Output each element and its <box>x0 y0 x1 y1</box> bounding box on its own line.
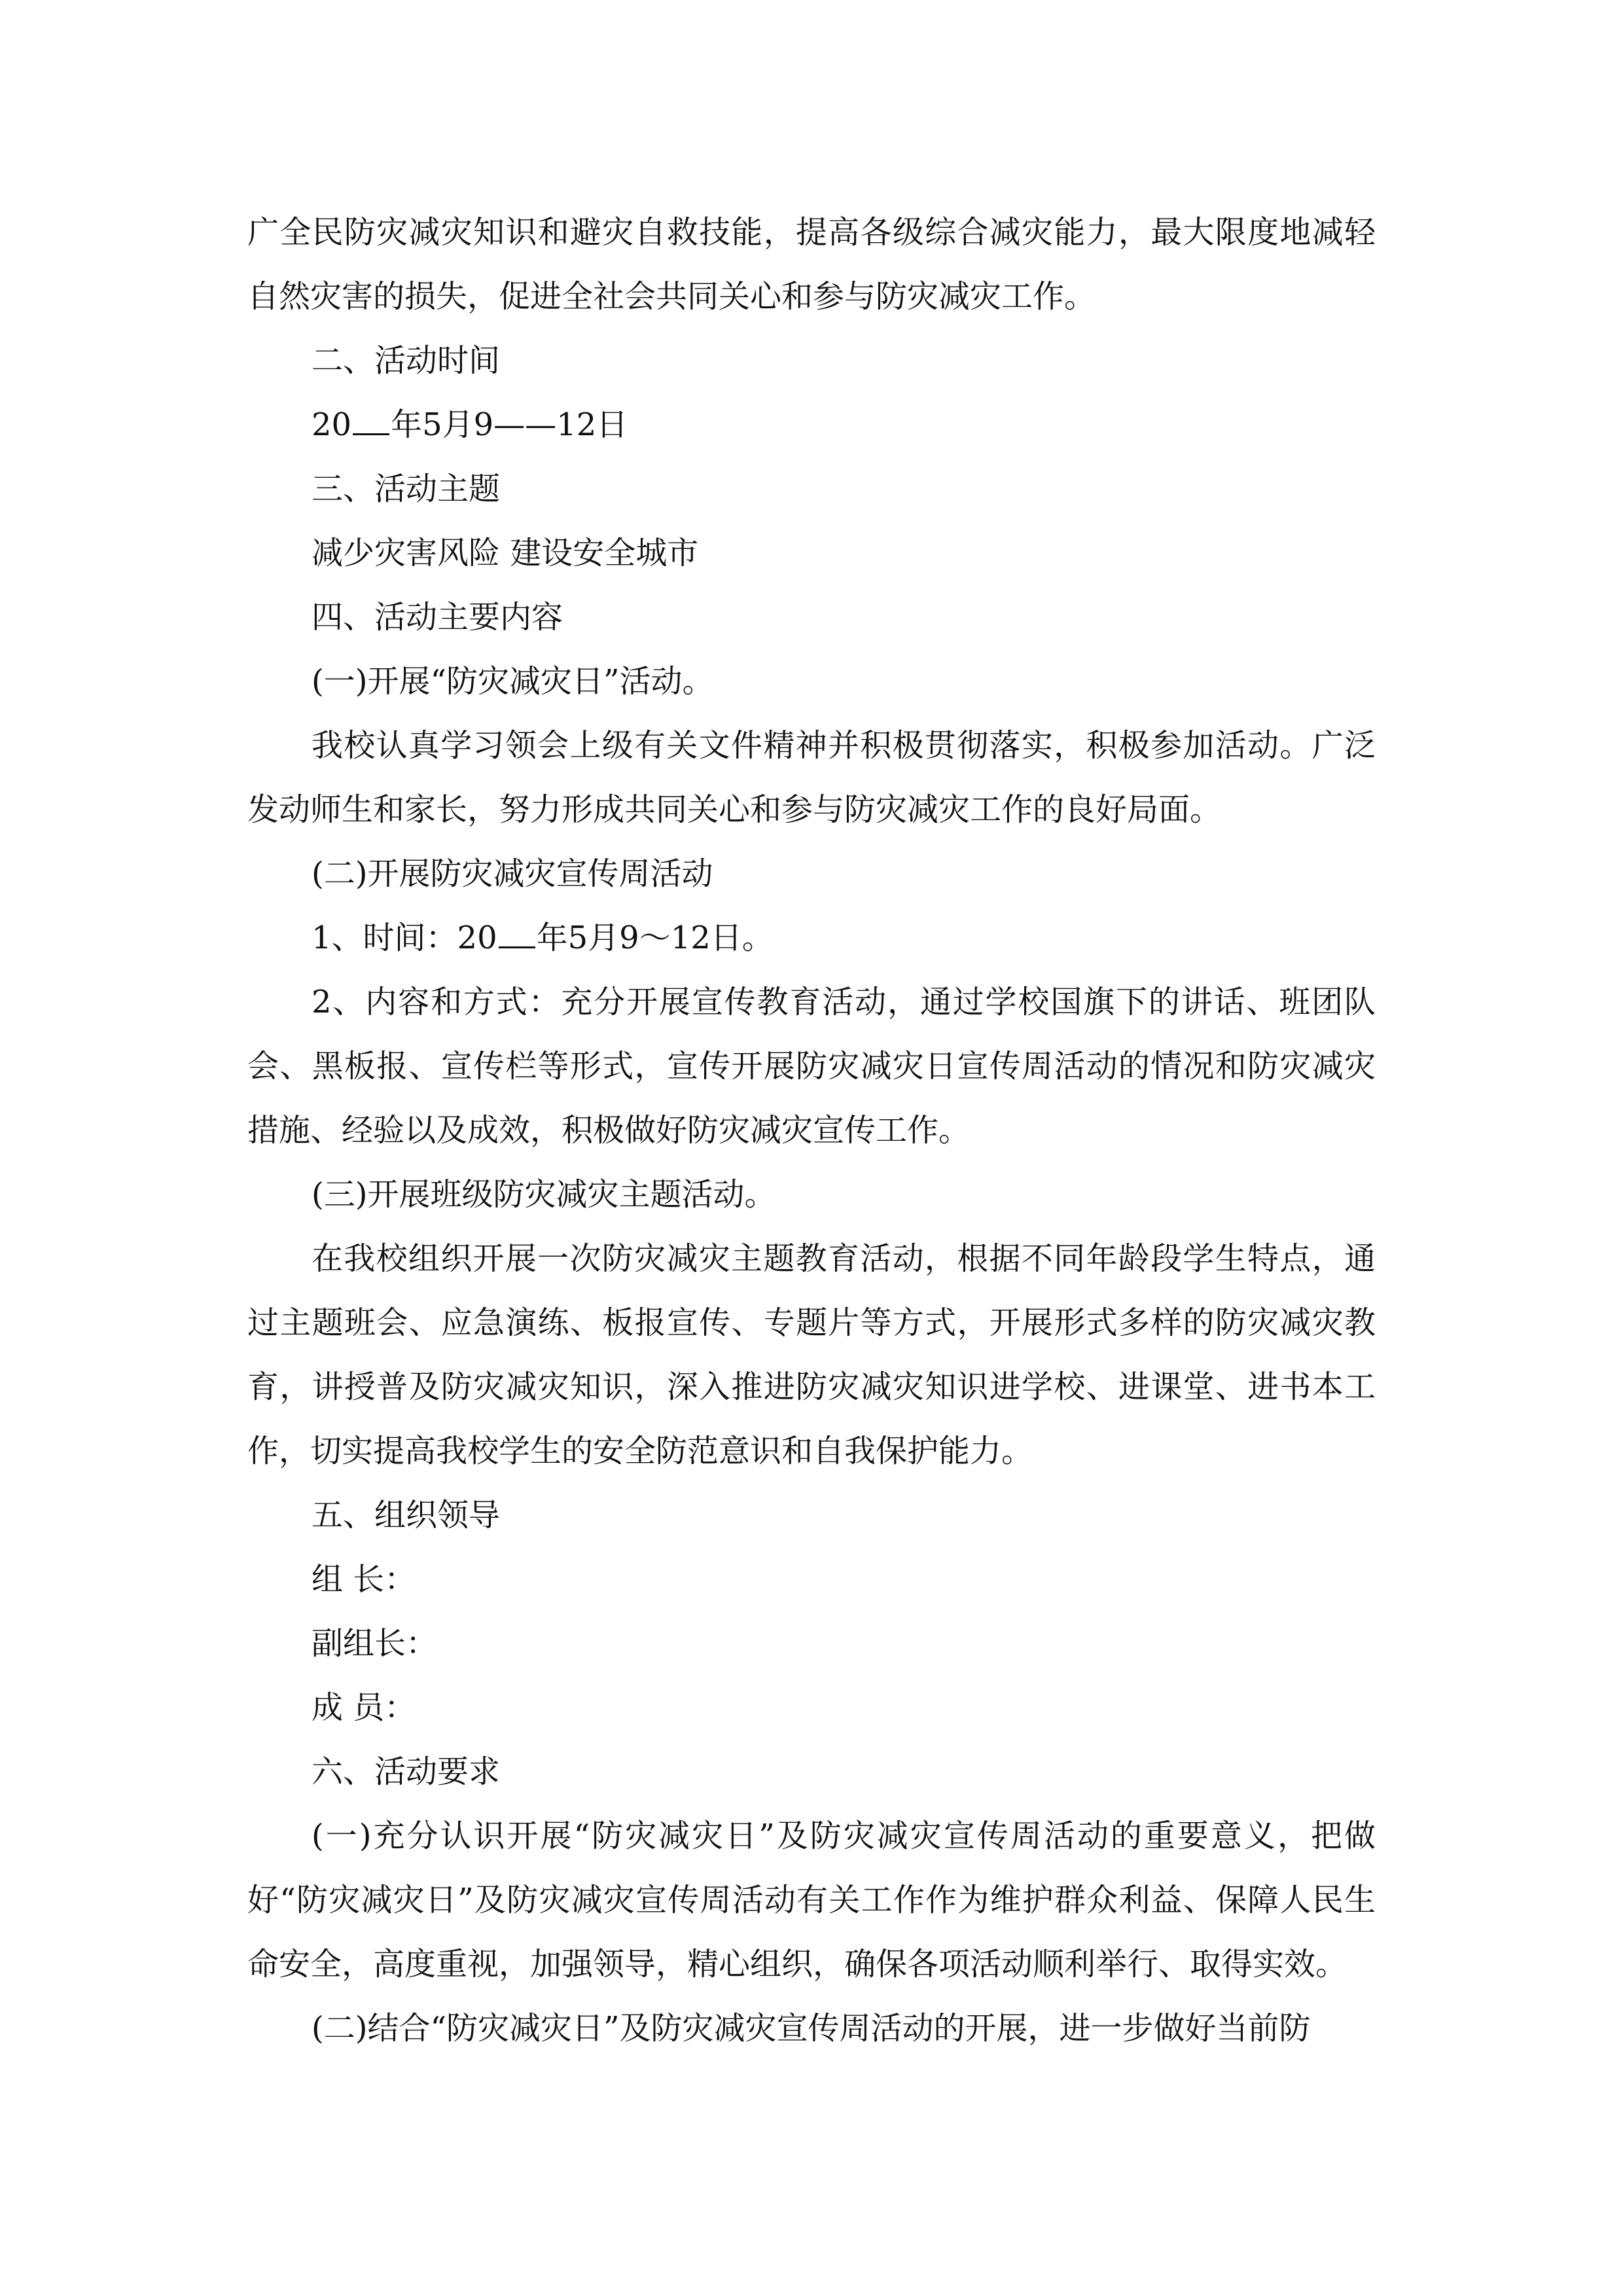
year-blank-underline <box>353 407 389 435</box>
group-leader-line: 组 长： <box>312 1561 416 1598</box>
heading-main-content: 四、活动主要内容 <box>312 599 563 636</box>
paragraph-disaster-day: 我校认真学习领会上级有关文件精神并积极贯彻落实，积极参加活动。广泛发动师生和家长，努力形成共同关心和参与防灾减灾工作的良好局面。 <box>247 727 1376 828</box>
time-range: 年5月9～12日。 <box>536 920 774 956</box>
subheading-class-activity: (三)开展班级防灾减灾主题活动。 <box>312 1176 776 1213</box>
activity-date-line <box>247 393 1376 457</box>
time-prefix: 1、时间：20 <box>312 920 497 956</box>
paragraph-requirement-1: (一)充分认识开展“防灾减灾日”及防灾减灾宣传周活动的重要意义，把做好“防灾减灾日”及防灾减灾宣传周活动有关工作作为维护群众利益、保障人民生命安全，高度重视，加强领导，精心组织，确保各项活动顺利举行、取得实效。 <box>247 1818 1376 1982</box>
paragraph-requirement-2: (二)结合“防灾减灾日”及防灾减灾宣传周活动的开展，进一步做好当前防 <box>312 2010 1311 2047</box>
publicity-week-time <box>247 906 1376 970</box>
heading-activity-time: 二、活动时间 <box>312 342 501 379</box>
paragraph-class-activity: 在我校组织开展一次防灾减灾主题教育活动，根据不同年龄段学生特点，通过主题班会、应急演练、板报宣传、专题片等方式，开展形式多样的防灾减灾教育，讲授普及防灾减灾知识，深入推进防灾减灾知识进学校、进课堂、进书本工作，切实提高我校学生的安全防范意识和自我保护能力。 <box>247 1240 1376 1469</box>
members-line: 成 员： <box>312 1689 416 1726</box>
heading-requirements: 六、活动要求 <box>312 1753 501 1790</box>
subheading-disaster-day: (一)开展“防灾减灾日”活动。 <box>312 663 714 700</box>
heading-activity-theme: 三、活动主题 <box>312 471 501 507</box>
subheading-publicity-week: (二)开展防灾减灾宣传周活动 <box>312 855 713 892</box>
year-blank-underline <box>499 920 535 948</box>
date-range: 年5月9——12日 <box>391 406 628 443</box>
paragraph-content-methods: 2、内容和方式：充分开展宣传教育活动，通过学校国旗下的讲话、班团队会、黑板报、宣传栏等形式，宣传开展防灾减灾日宣传周活动的情况和防灾减灾措施、经验以及成效，积极做好防灾减灾宣传工作。 <box>247 984 1376 1149</box>
heading-organization: 五、组织领导 <box>312 1497 501 1534</box>
document-body <box>247 200 1376 2060</box>
deputy-leader-line: 副组长： <box>312 1625 438 1662</box>
activity-theme-text: 减少灾害风险 建设安全城市 <box>312 535 699 571</box>
paragraph-intro-continued: 广全民防灾减灾知识和避灾自救技能，提高各级综合减灾能力，最大限度地减轻自然灾害的损失，促进全社会共同关心和参与防灾减灾工作。 <box>247 214 1376 315</box>
date-year-prefix: 20 <box>312 406 352 443</box>
